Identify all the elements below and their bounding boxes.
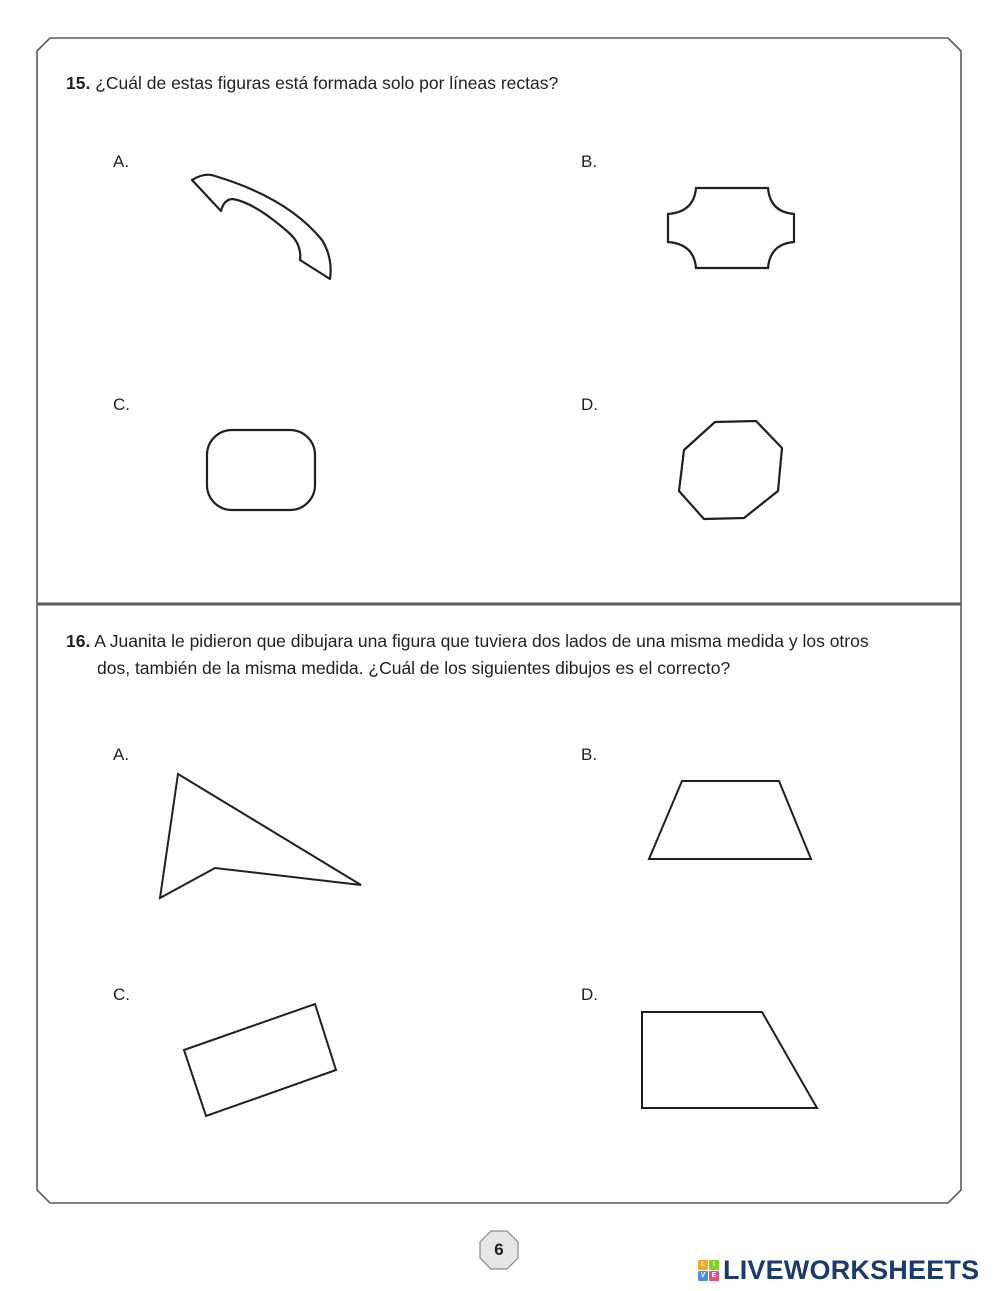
question-16-prompt-line2: dos, también de la misma medida. ¿Cuál de los siguientes dibujos es el correcto? xyxy=(97,658,731,678)
q16-shape-d-right-trapezoid xyxy=(642,1012,817,1108)
q16-option-c-label: C. xyxy=(113,985,130,1004)
liveworksheets-brand[interactable] xyxy=(698,1254,979,1286)
logo-letter-e: E xyxy=(709,1271,719,1281)
q16-option-b-label: B. xyxy=(581,745,598,764)
question-16-number: 16. xyxy=(66,631,91,651)
liveworksheets-brand-text: LIVEWORKSHEETS xyxy=(723,1254,980,1285)
q16-shape-a-concave-quadrilateral xyxy=(160,774,361,898)
q15-option-a-label: A. xyxy=(113,152,130,171)
q16-option-a-label: A. xyxy=(113,745,130,764)
question-16-text xyxy=(66,628,946,682)
q15-option-c-label: C. xyxy=(113,395,130,414)
q15-shape-d-octagon xyxy=(679,421,782,519)
q15-shape-b-notched-rectangle xyxy=(668,188,794,268)
logo-letter-l: L xyxy=(698,1260,708,1270)
question-15-number: 15. xyxy=(66,73,91,93)
q15-option-d-label: D. xyxy=(581,395,598,414)
question-15-text xyxy=(66,70,946,97)
q16-shape-b-trapezoid xyxy=(649,781,811,859)
logo-letter-v: V xyxy=(698,1271,708,1281)
q15-shape-a-crescent xyxy=(192,175,331,279)
q15-option-b-label: B. xyxy=(581,152,598,171)
q16-option-d-label: D. xyxy=(581,985,598,1004)
q15-shape-c-rounded-rectangle xyxy=(207,430,315,510)
liveworksheets-logo-icon xyxy=(698,1260,719,1281)
question-box-border xyxy=(37,38,961,1203)
page-number: 6 xyxy=(494,1240,504,1259)
question-16-prompt-line1: A Juanita le pidieron que dibujara una figura que tuviera dos lados de una misma medida y los otros xyxy=(94,631,869,651)
logo-letter-i: I xyxy=(709,1260,719,1270)
question-15-prompt: ¿Cuál de estas figuras está formada solo por líneas rectas? xyxy=(95,73,559,93)
q16-shape-c-rectangle xyxy=(184,1004,336,1116)
